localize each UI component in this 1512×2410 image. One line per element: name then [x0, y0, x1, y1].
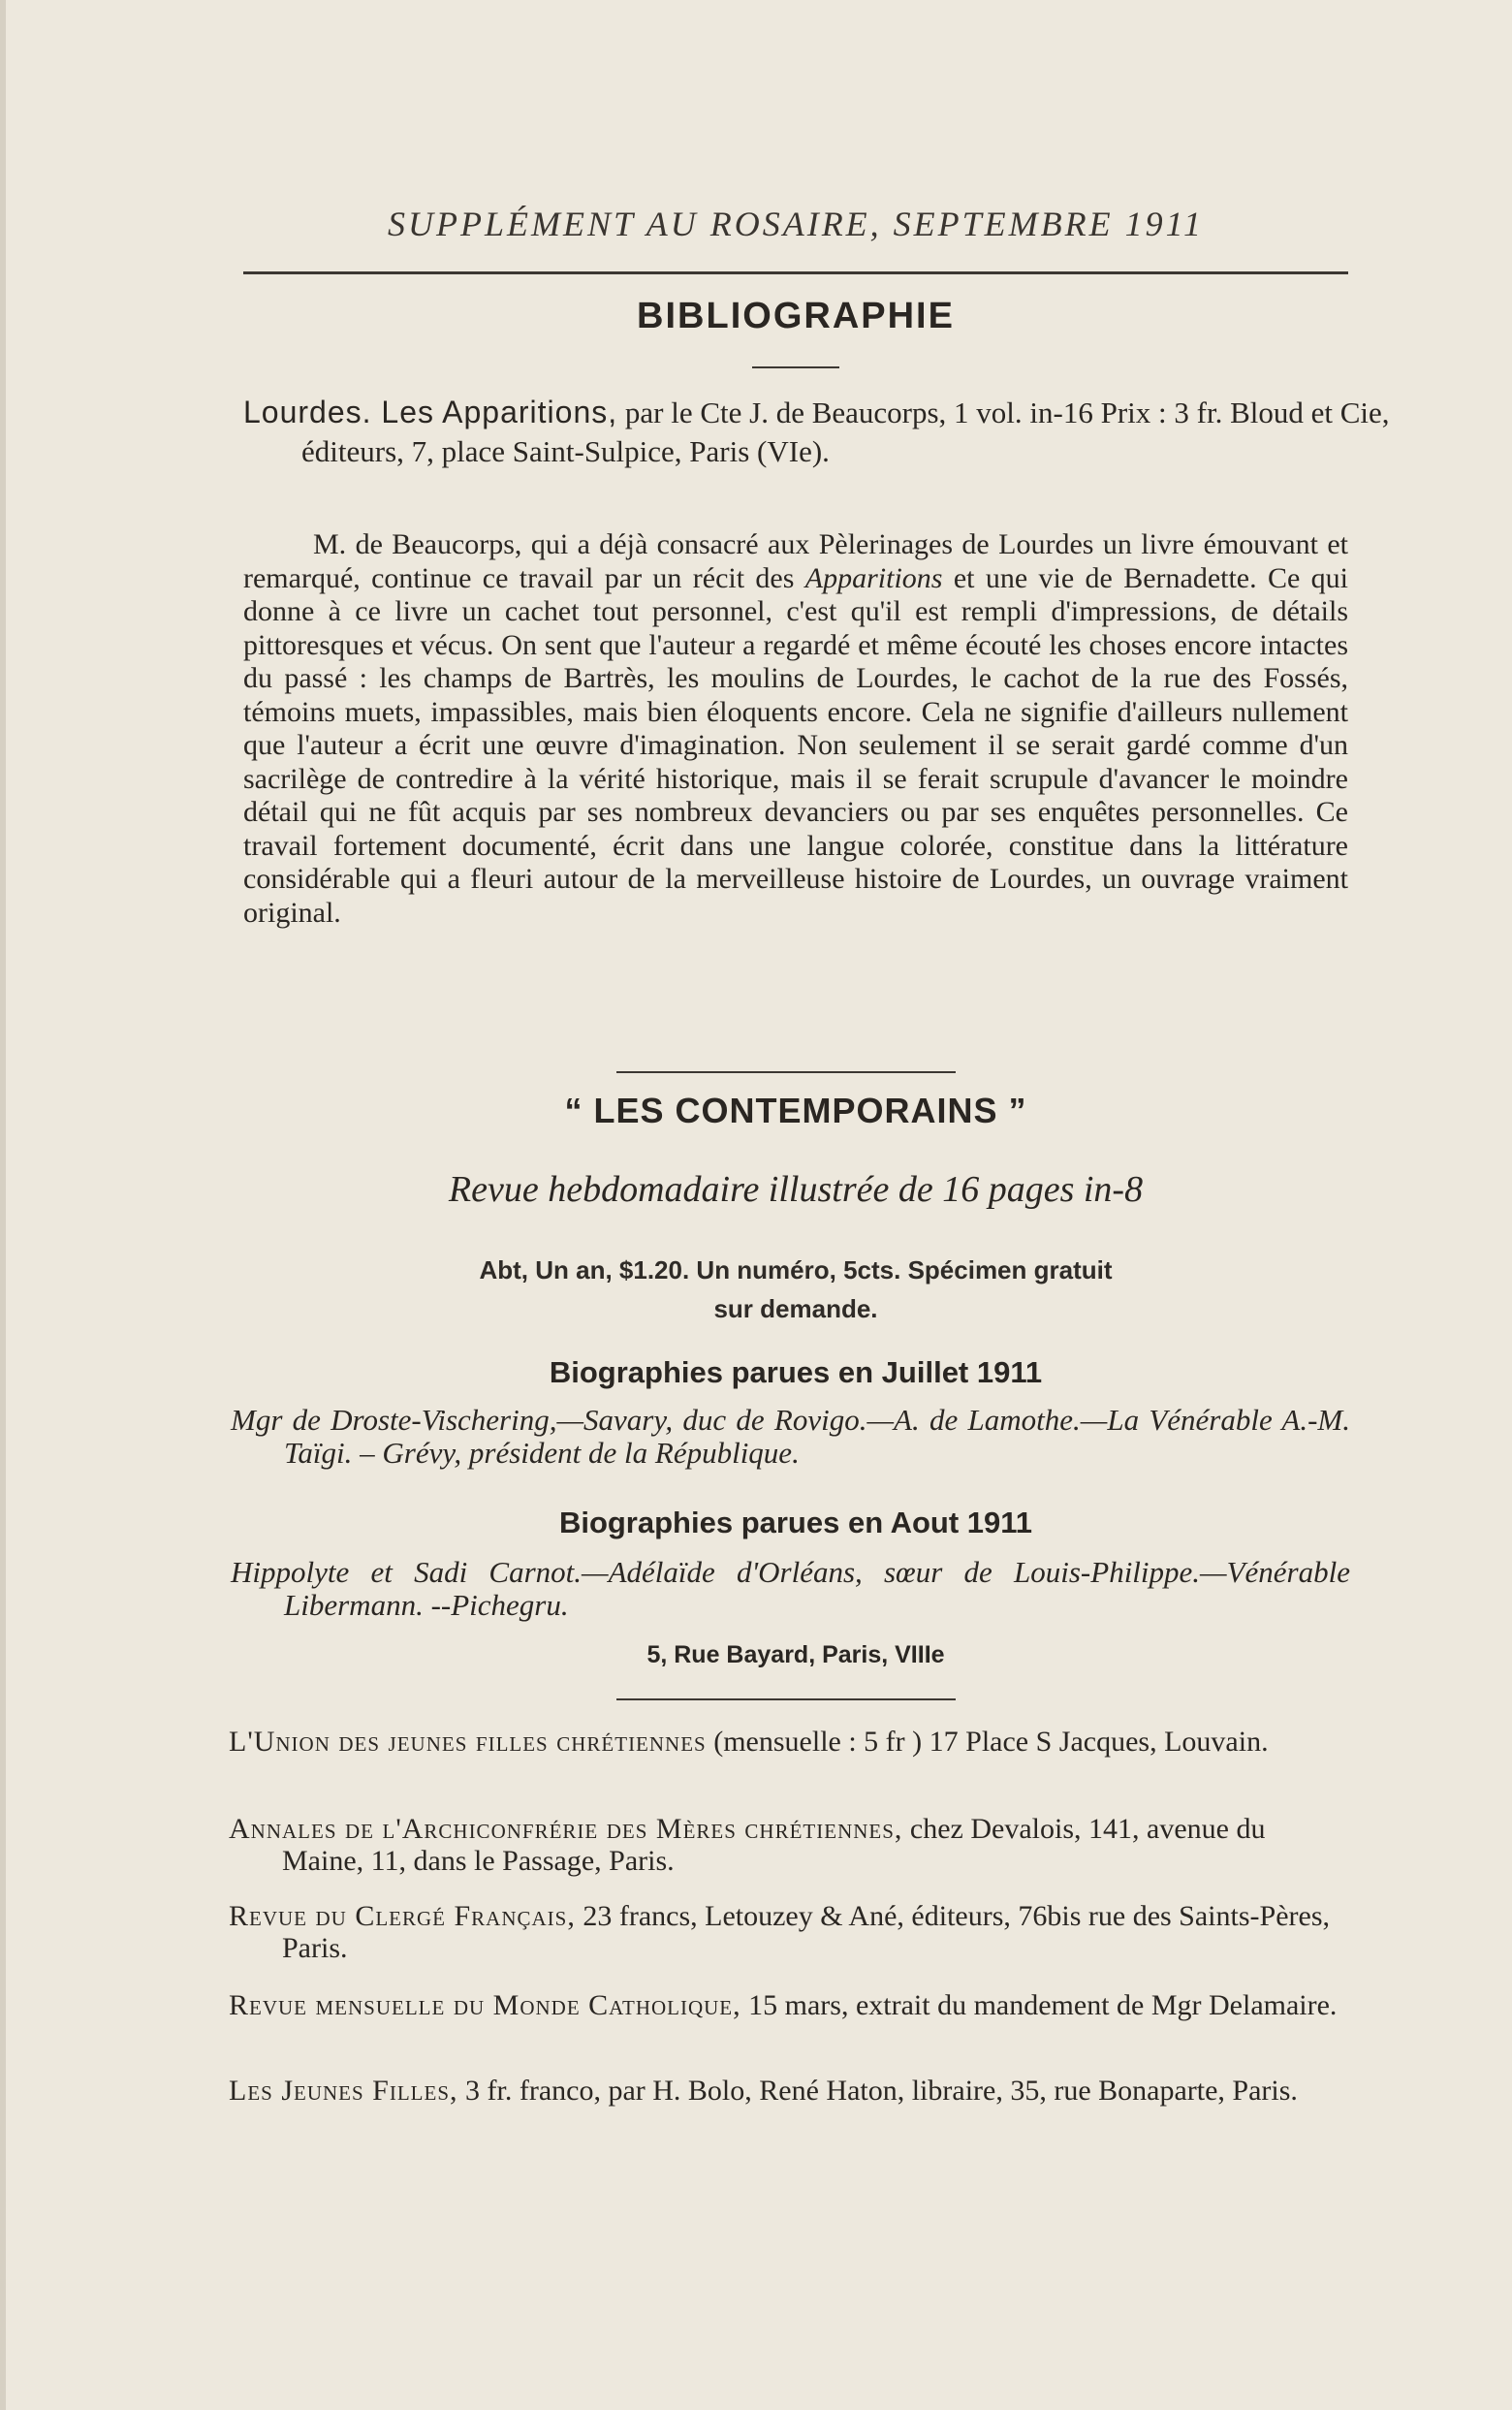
notice-item: [229, 1813, 1353, 1877]
july-biographies-list: Mgr de Droste-Vischering,—Savary, duc de Rovigo.—A. de Lamothe.—La Vénérable A.-M. Taïgi. – Grévy, président de la République.: [231, 1403, 1350, 1470]
lourdes-review-paragraph: [243, 528, 1348, 930]
august-biographies-list: Hippolyte et Sadi Carnot.—Adélaïde d'Orléans, sœur de Louis-Philippe.—Vénérable Libermann. --Pichegru.: [231, 1555, 1350, 1622]
notice-details: 23 francs, Letouzey & Ané, éditeurs, 76bis rue des Saints-Pères, Paris.: [282, 1900, 1330, 1964]
august-biographies-heading: Biographies parues en Aout 1911: [558, 1506, 1033, 1539]
notice-title: Revue du Clergé Français,: [229, 1900, 576, 1932]
notice-details: (mensuelle : 5 fr ) 17 Place S Jacques, Louvain.: [706, 1726, 1269, 1758]
notice-item: [229, 1726, 1353, 1758]
review-text-italic: Apparitions: [804, 561, 943, 594]
subscription-line-1: Abt, Un an, $1.20. Un numéro, 5cts. Spécimen gratuit: [479, 1255, 1113, 1284]
contemporains-subtitle: Revue hebdomadaire illustrée de 16 pages in-8: [448, 1169, 1144, 1210]
subscription-info: [243, 1251, 1348, 1328]
notice-item: [229, 2075, 1353, 2107]
lourdes-entry-details: par le Cte J. de Beaucorps, 1 vol. in-16 Prix : 3 fr. Bloud et Cie, éditeurs, 7, place Saint-Sulpice, Paris (VIe).: [301, 396, 1390, 468]
notice-details: 3 fr. franco, par H. Bolo, René Haton, libraire, 35, rue Bonaparte, Paris.: [457, 2075, 1298, 2107]
notice-details: 15 mars, extrait du mandement de Mgr Delamaire.: [740, 1989, 1338, 2021]
lourdes-entry-head: [243, 393, 1406, 471]
notice-title: L'Union des jeunes filles chrétiennes: [229, 1726, 707, 1758]
notice-item: [229, 1900, 1353, 1964]
contemporains-title: “ LES CONTEMPORAINS ”: [564, 1091, 1027, 1130]
subscription-line-2: sur demande.: [713, 1294, 878, 1323]
contemporains-address: 5, Rue Bayard, Paris, VIIIe: [646, 1641, 945, 1668]
review-text-start: M. de Beaucorps, qui a déjà consacré aux Pèlerinages de Lourdes un livre émouvant et remarqué, continue ce travail par un récit des: [243, 528, 1348, 594]
section-divider: [616, 1071, 956, 1073]
notice-title: Annales de l'Archiconfrérie des Mères chrétiennes,: [229, 1813, 903, 1845]
notices-divider: [616, 1698, 956, 1700]
lourdes-entry-lead: Lourdes. Les Apparitions,: [243, 395, 618, 429]
title-underline: [752, 366, 839, 368]
section-title: BIBLIOGRAPHIE: [637, 296, 955, 336]
header-rule: [243, 271, 1348, 274]
notice-details: chez Devalois, 141, avenue du Maine, 11, dans le Passage, Paris.: [282, 1813, 1266, 1877]
running-head: SUPPLÉMENT AU ROSAIRE, SEPTEMBRE 1911: [388, 205, 1204, 243]
notice-title: Revue mensuelle du Monde Catholique,: [229, 1989, 741, 2021]
review-text-end: et une vie de Bernadette. Ce qui donne à ce livre un cachet tout personnel, c'est qu'il est rempli d'impressions, de détails pittoresques et vécus. On sent que l'auteur a regardé et même écouté les choses encore intactes du passé : les champs de Bartrès, les moulins de Lourdes, le cachot de la rue des Fossés, témoins muets, impassibles, mais bien éloquents encore. Cela ne signifie d'ailleurs nullement que l'auteur a écrit une œuvre d'imagination. Non seulement il se serait gardé comme d'un sacrilège de contredire à la vérité historique, mais il se ferait scrupule d'avancer le moindre détail qui ne fût acquis par ses nombreux devanciers ou par ses enquêtes personnelles. Ce travail fortement documenté, écrit dans une langue colorée, constitue dans la littérature considérable qui a fleuri autour de la merveilleuse histoire de Lourdes, un ouvrage vraiment original.: [243, 561, 1349, 929]
notice-title: Les Jeunes Filles,: [229, 2075, 458, 2107]
july-biographies-heading: Biographies parues en Juillet 1911: [549, 1355, 1043, 1389]
notice-item: [229, 1989, 1353, 2021]
